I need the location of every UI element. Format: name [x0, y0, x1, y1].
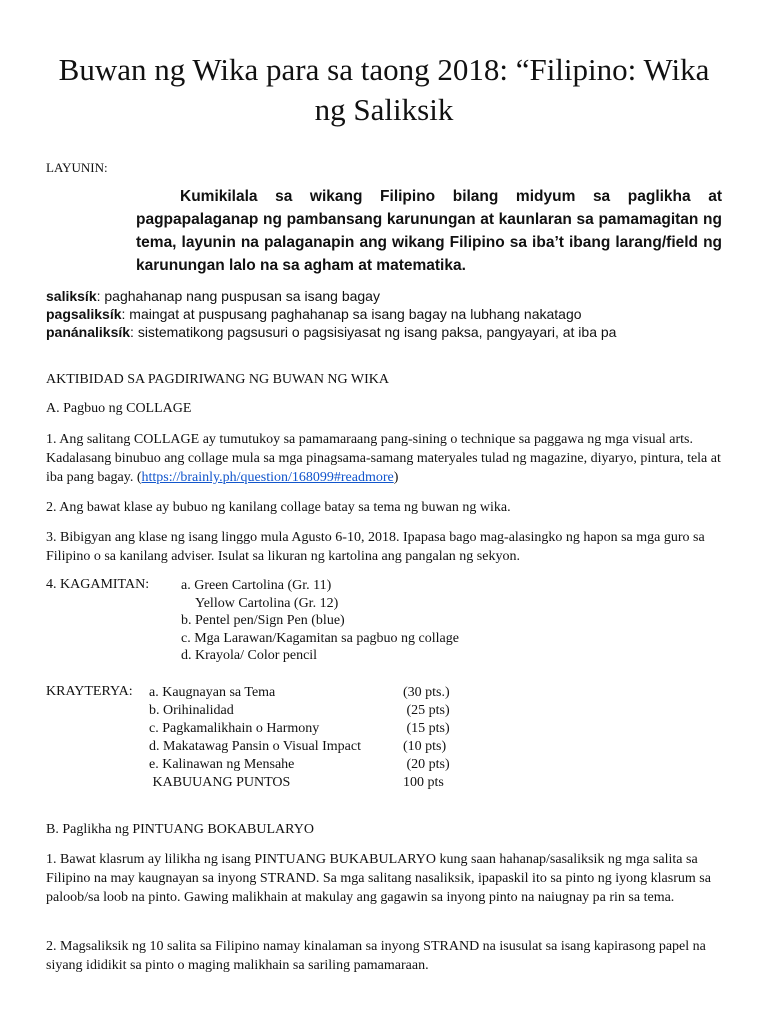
- criteria-points: 100 pts: [403, 775, 444, 790]
- definitions-list: [46, 287, 616, 341]
- materials-label: 4. KAGAMITAN:: [46, 577, 150, 592]
- criteria-row: [149, 738, 463, 756]
- criteria-points: (15 pts): [403, 721, 450, 736]
- criteria-row: [149, 684, 463, 702]
- objective-text: Kumikilala sa wikang Filipino bilang midyum sa paglikha at pagpapalaganap ng pambansang karunungan at kaunlaran sa pamamagitan ng tema, layunin na palaganapin ang wikang Filipino sa iba’t ibang larang/field ng karunungan lalo na sa agham at matematika.: [136, 188, 722, 274]
- materials-item: Yellow Cartolina (Gr. 12): [181, 595, 339, 611]
- section-b-heading: B. Paglikha ng PINTUANG BOKABULARYO: [46, 822, 314, 837]
- section-a-heading: A. Pagbuo ng COLLAGE: [46, 401, 192, 416]
- materials-list: [181, 577, 459, 665]
- section-a-paragraph-3: 3. Bibigyan ang klase ng isang linggo mula Agusto 6-10, 2018. Ipapasa bago mag-alasingko ng hapon sa mga guro sa Filipino o sa kanilang adviser. Isulat sa likuran ng kartolina ang pangalan ng sekyon.: [46, 530, 705, 564]
- criteria-row: [149, 720, 463, 738]
- section-a-paragraph-1: [46, 430, 722, 487]
- section-a-paragraph-2: 2. Ang bawat klase ay bubuo ng kanilang collage batay sa tema ng buwan ng wika.: [46, 500, 511, 515]
- criteria-points: (25 pts): [403, 703, 450, 718]
- criteria-name: KABUUANG PUNTOS: [149, 775, 291, 790]
- source-link[interactable]: https://brainly.ph/question/168099#readmore: [141, 470, 394, 485]
- criteria-label: KRAYTERYA:: [46, 684, 133, 699]
- criteria-name: c. Pagkamalikhain o Harmony: [149, 721, 320, 736]
- definition-term: pagsaliksík: [46, 306, 122, 322]
- definition-meaning: : paghahanap nang puspusan sa isang bagay: [96, 288, 380, 304]
- materials-item: a. Green Cartolina (Gr. 11): [181, 578, 332, 593]
- materials-item: b. Pentel pen/Sign Pen (blue): [181, 613, 345, 628]
- document-title: Buwan ng Wika para sa taong 2018: “Filipino: Wika ng Saliksik: [58, 52, 710, 127]
- criteria-row: [149, 774, 463, 792]
- criteria-points: (20 pts): [403, 757, 450, 772]
- definition-pagsaliksik: [46, 305, 616, 323]
- criteria-points: (30 pts.): [403, 685, 450, 700]
- paragraph-text: 1. Ang salitang COLLAGE ay tumutukoy sa pamamaraang pang-sining o technique sa paggawa ng mga visual arts. Kadalasang binubuo ang collage mula sa mga pinagsama-samang materyales tulad ng magazine, diyaryo, pintura, tela at iba pang bagay. (: [46, 432, 721, 485]
- definition-term: saliksík: [46, 288, 97, 304]
- criteria-name: b. Orihinalidad: [149, 703, 234, 718]
- section-b-paragraph-2: 2. Magsaliksik ng 10 salita sa Filipino namay kinalaman sa inyong STRAND na isusulat sa isang kapirasong papel na siyang ididikit sa pinto o maging malikhain sa sariling pamamaraan.: [46, 939, 706, 973]
- criteria-row: [149, 702, 463, 720]
- criteria-name: d. Makatawag Pansin o Visual Impact: [149, 739, 361, 754]
- criteria-name: e. Kalinawan ng Mensahe: [149, 757, 295, 772]
- definition-term: panánaliksík: [46, 324, 131, 340]
- criteria-points: (10 pts): [403, 739, 447, 754]
- definition-saliksik: [46, 287, 616, 305]
- definition-meaning: : maingat at puspusang paghahanap sa isang bagay na lubhang nakatago: [121, 306, 582, 322]
- section-b-paragraph-1: 1. Bawat klasrum ay lilikha ng isang PINTUANG BUKABULARYO kung saan hahanap/sasaliksik ng mga salita sa Filipino na may kaugnayan sa inyong STRAND. Sa mga salitang nasaliksik, ipapaskil ito sa pinto ng iyong klasrum sa paloob/sa loob na pinto. Gawing malikhain at makulay ang gagawin sa inyong pinto na naiugnay pa rin sa tema.: [46, 852, 711, 905]
- criteria-name: a. Kaugnayan sa Tema: [149, 685, 276, 700]
- materials-item: c. Mga Larawan/Kagamitan sa pagbuo ng collage: [181, 630, 459, 646]
- criteria-list: [149, 684, 463, 792]
- activities-heading: AKTIBIDAD SA PAGDIRIWANG NG BUWAN NG WIKA: [46, 372, 389, 387]
- paragraph-end: ): [393, 470, 399, 485]
- materials-item: d. Krayola/ Color pencil: [181, 648, 318, 663]
- criteria-row: [149, 756, 463, 774]
- definition-meaning: : sistematikong pagsusuri o pagsisiyasat ng isang paksa, pangyayari, at iba pa: [130, 324, 617, 340]
- objective-label: LAYUNIN:: [46, 160, 108, 175]
- definition-pananaliksik: [46, 323, 616, 341]
